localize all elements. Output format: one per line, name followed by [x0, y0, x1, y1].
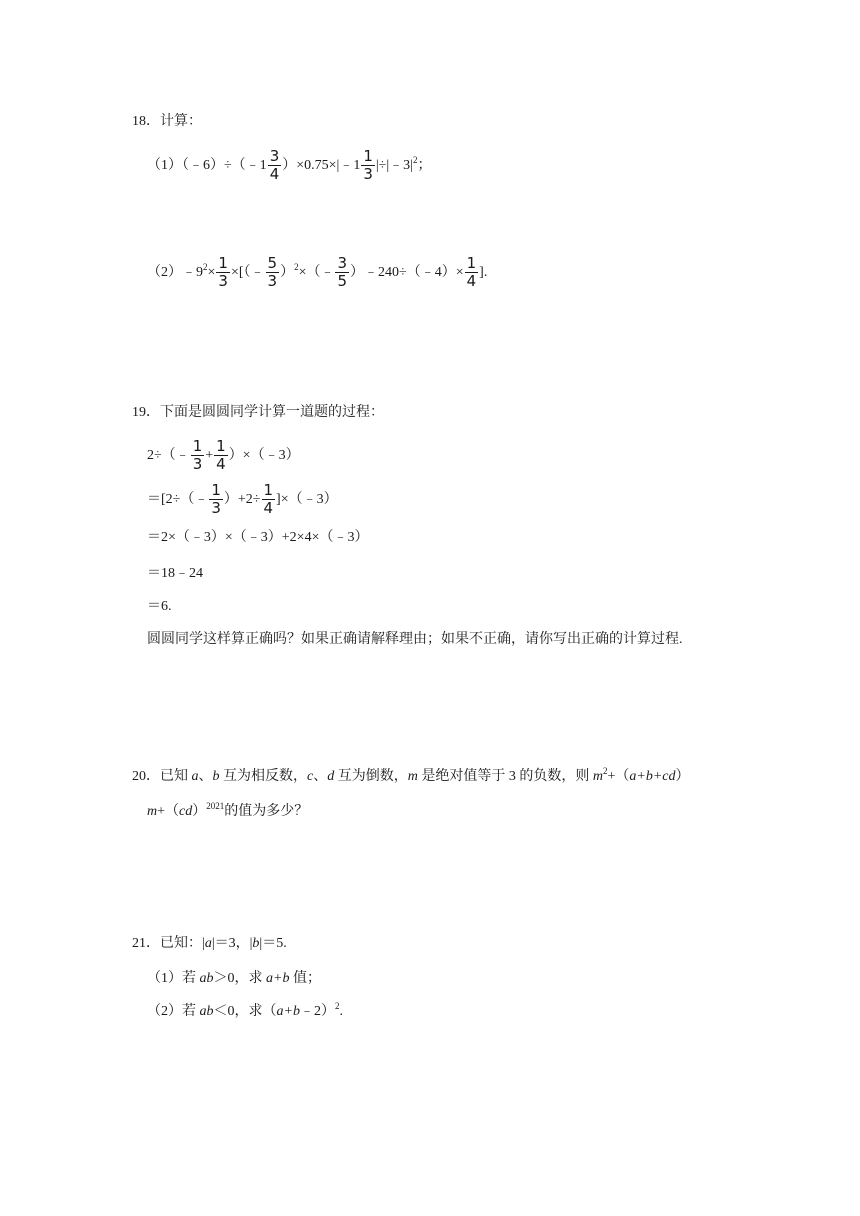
q20-text: 、 — [313, 769, 328, 784]
q20-text: 互为相反数， — [219, 769, 307, 784]
q21-part2 — [147, 1002, 343, 1022]
q18-p1-exponent: 2 — [412, 155, 418, 165]
fraction-denominator: 4 — [466, 272, 477, 291]
q18-p2-text-e: ×（﹣ — [298, 265, 335, 280]
q18-p2-text-c: ×[（﹣ — [230, 265, 265, 280]
q18-p2-fraction-1-4 — [465, 255, 479, 290]
fraction-numerator: 5 — [267, 254, 278, 273]
q21-text: （2）若 — [147, 1004, 200, 1019]
q18-p1-text-c: |÷|﹣3| — [375, 158, 413, 173]
q21-text: 值； — [289, 971, 321, 986]
q18-p2-text-d: ） — [280, 265, 295, 280]
q19-line-5: ＝6. — [147, 599, 172, 614]
q21-text: ＞0，求 — [213, 971, 266, 986]
q19-l2-fraction-1-4 — [262, 482, 276, 517]
q19-l2-text-c: ]×（﹣3） — [276, 492, 338, 507]
fraction-numerator: 1 — [263, 481, 274, 500]
q18-title: 18．计算： — [132, 114, 202, 129]
q19-l1-text-c: ）×（﹣3） — [228, 448, 300, 463]
var-m: m — [592, 769, 603, 784]
q20-text: 是绝对值等于 3 的负数，则 — [417, 769, 593, 784]
q21-text: ＜0，求（ — [213, 1004, 277, 1019]
fraction-denominator: 3 — [363, 165, 373, 184]
fraction-denominator: 4 — [269, 165, 280, 184]
var-a: a — [191, 769, 199, 784]
q20-text: ） — [675, 769, 690, 784]
var-a: a — [204, 936, 212, 951]
q21-text: . — [339, 1004, 343, 1019]
q18-part2 — [147, 253, 487, 293]
q21-text: ﹣2） — [299, 1004, 335, 1019]
q18-p1-fraction-3-4 — [268, 148, 282, 183]
q19-l2-fraction-1-3 — [209, 482, 223, 517]
fraction-denominator: 3 — [211, 499, 221, 518]
fraction-numerator: 1 — [192, 437, 203, 456]
q21-text: |＝3，| — [211, 936, 253, 951]
q18-p1-fraction-1-3 — [361, 148, 375, 183]
var-m: m — [407, 769, 418, 784]
q19-l1-text-a: 2÷（﹣ — [147, 448, 190, 463]
q19-line-2 — [147, 480, 338, 520]
q19-question: 圆圆同学这样算正确吗？如果正确请解释理由；如果不正确，请你写出正确的计算过程. — [147, 632, 683, 647]
expression: ab — [199, 971, 214, 986]
q19-title: 19．下面是圆圆同学计算一道题的过程： — [132, 405, 384, 420]
var-b: b — [252, 936, 260, 951]
expression: a+b — [276, 1004, 300, 1019]
exponent: 2 — [602, 766, 608, 776]
q18-p2-fraction-3-5 — [335, 255, 349, 290]
q20-text: 互为倒数， — [334, 769, 408, 784]
q19-l2-text-a: ＝[2÷（﹣ — [147, 492, 209, 507]
q18-p1-text-d: ； — [417, 158, 432, 173]
q21-text: |＝5. — [259, 936, 287, 951]
fraction-numerator: 3 — [337, 254, 348, 273]
exponent: 2021 — [206, 801, 225, 811]
fraction-denominator: 3 — [218, 272, 228, 291]
fraction-numerator: 1 — [466, 254, 477, 273]
q18-p2-text-a: （2）﹣9 — [147, 265, 203, 280]
q19-l2-text-b: ）+2÷ — [223, 492, 261, 507]
q18-p2-fraction-5-3 — [266, 255, 280, 290]
q21-text: 21．已知：| — [132, 936, 205, 951]
q18-part1 — [147, 146, 431, 186]
fraction-denominator: 3 — [267, 272, 278, 291]
q21-text: （1）若 — [147, 971, 200, 986]
var-d: d — [327, 769, 335, 784]
q20-line-1 — [132, 767, 689, 787]
var-b: b — [212, 769, 220, 784]
q20-line-2 — [147, 802, 308, 822]
q19-line-4: ＝18﹣24 — [147, 566, 203, 581]
q20-text: 20．已知 — [132, 769, 192, 784]
q19-line-1 — [147, 436, 300, 476]
fraction-denominator: 4 — [263, 499, 274, 518]
q19-l1-fraction-1-4 — [214, 438, 228, 473]
expression: ab — [199, 1004, 214, 1019]
q19-l1-text-b: + — [205, 448, 214, 463]
q18-p2-text-g: ]. — [479, 265, 488, 280]
q18-p1-text-b: ）×0.75×|﹣1 — [282, 158, 361, 173]
fraction-numerator: 1 — [211, 481, 221, 500]
var-m: m — [147, 804, 158, 819]
q19-line-3: ＝2×（﹣3）×（﹣3）+2×4×（﹣3） — [147, 530, 369, 545]
fraction-numerator: 3 — [269, 147, 280, 166]
expression: cd — [179, 804, 193, 819]
q20-text: 、 — [198, 769, 213, 784]
q18-p2-text-f: ）﹣240÷（﹣4）× — [350, 265, 464, 280]
q19-l1-fraction-1-3 — [191, 438, 205, 473]
fraction-numerator: 1 — [363, 147, 373, 166]
q21-title — [132, 934, 287, 954]
expression: a+b — [266, 971, 290, 986]
q20-text: +（ — [157, 804, 180, 819]
q18-p2-text-b: × — [207, 265, 216, 280]
q20-text: ） — [192, 804, 207, 819]
q18-p2-exponent-1: 2 — [203, 262, 208, 272]
q18-p2-fraction-1-3 — [216, 255, 230, 290]
fraction-denominator: 3 — [192, 455, 203, 474]
fraction-numerator: 1 — [216, 437, 226, 456]
expression: a+b+cd — [629, 769, 676, 784]
q18-p1-text-a: （1）（﹣6）÷（﹣1 — [147, 158, 267, 173]
fraction-denominator: 4 — [216, 455, 226, 474]
q20-text: +（ — [607, 769, 630, 784]
exponent: 2 — [334, 1001, 340, 1011]
fraction-numerator: 1 — [218, 254, 228, 273]
var-c: c — [307, 769, 314, 784]
fraction-denominator: 5 — [337, 272, 348, 291]
q21-part1 — [147, 969, 321, 989]
q20-text: 的值为多少？ — [224, 804, 309, 819]
q18-p2-exponent-2: 2 — [294, 262, 299, 272]
